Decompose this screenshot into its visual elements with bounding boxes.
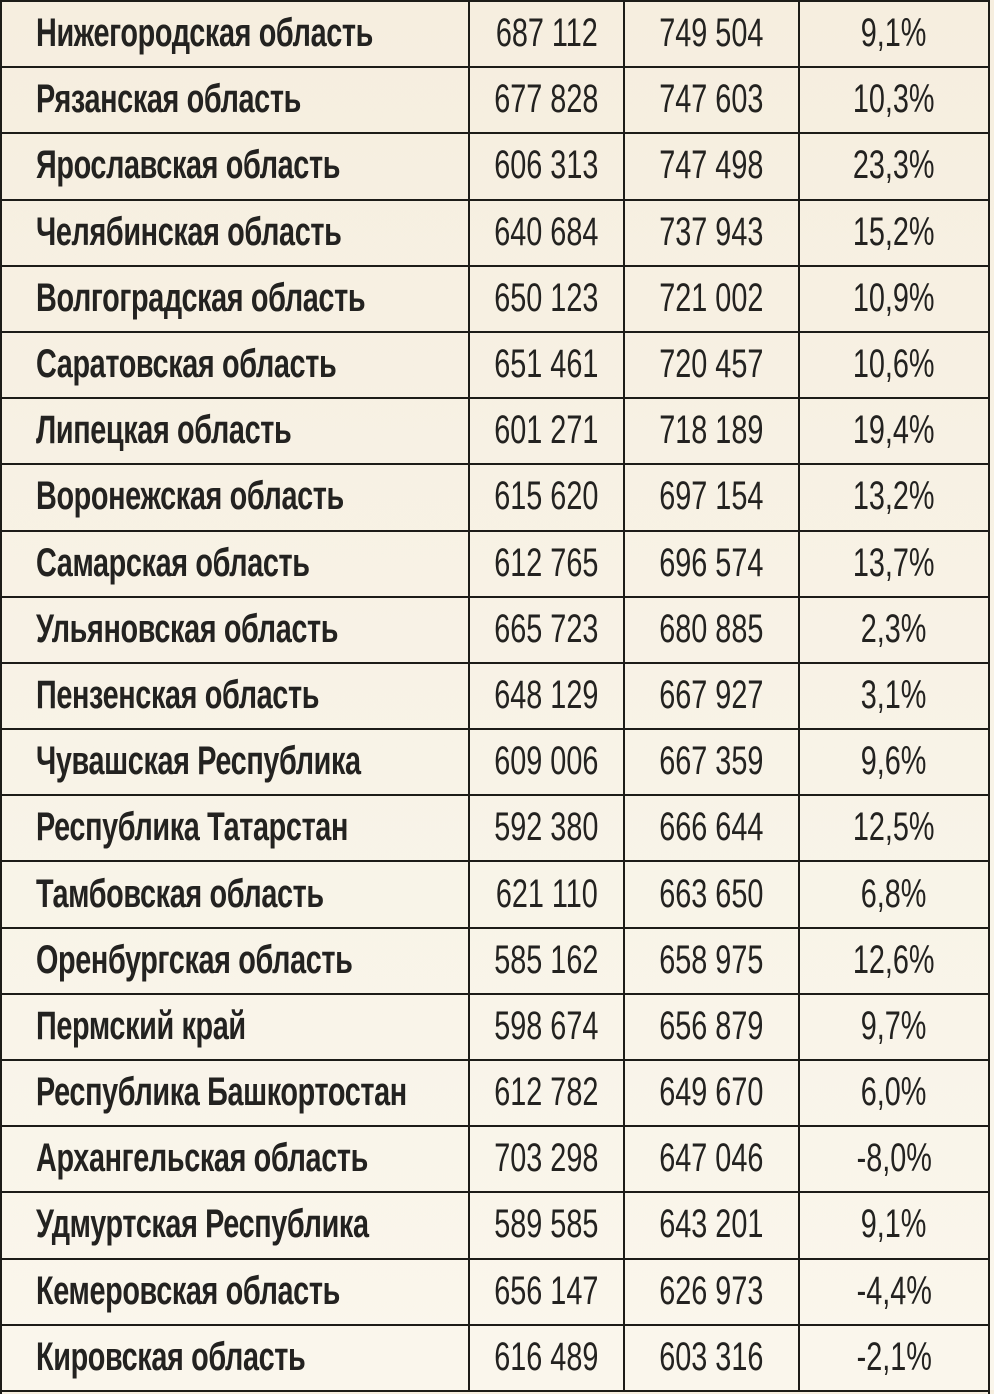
region-name: Оренбургская область: [36, 937, 353, 982]
percent-change: 9,7%: [861, 1003, 927, 1048]
percent-cell: [800, 862, 988, 926]
table-row: [2, 2, 988, 68]
value2: 667 927: [659, 672, 764, 717]
table-row: [2, 598, 988, 664]
value1-cell: [470, 796, 625, 860]
value2: 747 603: [659, 77, 764, 122]
percent-cell: [800, 730, 988, 794]
value2-cell: [625, 862, 800, 926]
region-cell: [2, 2, 470, 66]
percent-cell: [800, 465, 988, 529]
percent-change: 15,2%: [853, 209, 935, 254]
region-cell: [2, 598, 470, 662]
percent-cell: [800, 929, 988, 993]
region-cell: [2, 796, 470, 860]
value2: 667 359: [659, 739, 764, 784]
percent-cell: [800, 399, 988, 463]
percent-change: 9,6%: [861, 739, 927, 784]
value1-cell: [470, 1260, 625, 1324]
value1-cell: [470, 134, 625, 198]
table-row: [2, 1127, 988, 1193]
value2: 603 316: [659, 1334, 764, 1379]
value2: 649 670: [659, 1070, 764, 1115]
table-row: [2, 465, 988, 531]
percent-change: 10,6%: [853, 342, 935, 387]
percent-cell: [800, 796, 988, 860]
value1: 648 129: [494, 672, 599, 717]
value2: 658 975: [659, 937, 764, 982]
value2: 647 046: [659, 1136, 764, 1181]
percent-change: 12,6%: [853, 937, 935, 982]
percent-change: 2,3%: [861, 606, 927, 651]
percent-change: 10,3%: [853, 77, 935, 122]
value2: 626 973: [659, 1268, 764, 1313]
value1-cell: [470, 2, 625, 66]
value1-cell: [470, 201, 625, 265]
percent-cell: [800, 1061, 988, 1125]
table-row: [2, 929, 988, 995]
region-cell: [2, 1260, 470, 1324]
region-name: Саратовская область: [36, 342, 337, 387]
region-cell: [2, 333, 470, 397]
value1: 592 380: [494, 805, 599, 850]
value2: 721 002: [659, 275, 764, 320]
table-row: [2, 267, 988, 333]
region-cell: [2, 532, 470, 596]
percent-change: 12,5%: [853, 805, 935, 850]
region-name: Кемеровская область: [36, 1268, 340, 1313]
value2: 656 879: [659, 1003, 764, 1048]
percent-change: 13,2%: [853, 474, 935, 519]
table-row: [2, 1260, 988, 1326]
value2-cell: [625, 68, 800, 132]
value1-cell: [470, 1326, 625, 1390]
percent-cell: [800, 134, 988, 198]
value1: 589 585: [494, 1202, 599, 1247]
region-name: Челябинская область: [36, 209, 342, 254]
value2: 697 154: [659, 474, 764, 519]
value2-cell: [625, 1326, 800, 1390]
percent-cell: [800, 532, 988, 596]
value1-cell: [470, 267, 625, 331]
value1-cell: [470, 995, 625, 1059]
region-name: Рязанская область: [36, 77, 301, 122]
table-row: [2, 730, 988, 796]
percent-cell: [800, 1326, 988, 1390]
value2: 663 650: [659, 871, 764, 916]
region-name: Ульяновская область: [36, 606, 339, 651]
value2-cell: [625, 1127, 800, 1191]
percent-change: 9,1%: [861, 1202, 927, 1247]
value1: 621 110: [495, 871, 598, 916]
percent-change: 9,1%: [861, 11, 927, 56]
value1-cell: [470, 465, 625, 529]
percent-cell: [800, 664, 988, 728]
value2: 696 574: [659, 540, 764, 585]
value1: 615 620: [494, 474, 599, 519]
value1-cell: [470, 532, 625, 596]
value1-cell: [470, 1061, 625, 1125]
region-name: Чувашская Республика: [36, 739, 361, 784]
value2: 718 189: [659, 408, 764, 453]
region-cell: [2, 465, 470, 529]
value1-cell: [470, 598, 625, 662]
value1: 650 123: [494, 275, 599, 320]
region-cell: [2, 929, 470, 993]
region-name: Тамбовская область: [36, 871, 324, 916]
percent-change: 13,7%: [853, 540, 935, 585]
value1: 585 162: [494, 937, 599, 982]
percent-change: 10,9%: [853, 275, 935, 320]
value2-cell: [625, 929, 800, 993]
region-cell: [2, 201, 470, 265]
value1: 665 723: [494, 606, 599, 651]
value2-cell: [625, 201, 800, 265]
value2-cell: [625, 1193, 800, 1257]
table-row: [2, 862, 988, 928]
value1-cell: [470, 929, 625, 993]
percent-change: 6,0%: [861, 1070, 927, 1115]
value1-cell: [470, 399, 625, 463]
percent-change: 6,8%: [861, 871, 927, 916]
region-cell: [2, 664, 470, 728]
value2: 737 943: [659, 209, 764, 254]
percent-change: 23,3%: [853, 143, 935, 188]
region-cell: [2, 267, 470, 331]
percent-cell: [800, 68, 988, 132]
percent-cell: [800, 201, 988, 265]
region-name: Нижегородская область: [36, 11, 373, 56]
value2-cell: [625, 2, 800, 66]
table-row: [2, 664, 988, 730]
region-cell: [2, 1127, 470, 1191]
region-cell: [2, 995, 470, 1059]
table-row: [2, 134, 988, 200]
value1: 601 271: [494, 408, 599, 453]
value1-cell: [470, 68, 625, 132]
value1: 612 765: [494, 540, 599, 585]
value1: 687 112: [495, 11, 598, 56]
region-cell: [2, 730, 470, 794]
value1: 606 313: [494, 143, 599, 188]
value2-cell: [625, 267, 800, 331]
percent-cell: [800, 995, 988, 1059]
value2: 720 457: [659, 342, 764, 387]
value2-cell: [625, 134, 800, 198]
percent-cell: [800, 1127, 988, 1191]
value2-cell: [625, 333, 800, 397]
percent-change: 3,1%: [861, 672, 927, 717]
region-cell: [2, 1193, 470, 1257]
table-row: [2, 796, 988, 862]
percent-change: 19,4%: [853, 408, 935, 453]
table-row: [2, 333, 988, 399]
value2-cell: [625, 796, 800, 860]
value2-cell: [625, 399, 800, 463]
region-name: Пензенская область: [36, 672, 320, 717]
percent-cell: [800, 1193, 988, 1257]
region-name: Липецкая область: [36, 408, 292, 453]
region-cell: [2, 1326, 470, 1390]
table-row: [2, 201, 988, 267]
region-name: Пермский край: [36, 1003, 246, 1048]
value1-cell: [470, 862, 625, 926]
value1: 616 489: [494, 1334, 599, 1379]
value1-cell: [470, 333, 625, 397]
value2-cell: [625, 664, 800, 728]
value2: 643 201: [659, 1202, 764, 1247]
percent-cell: [800, 598, 988, 662]
region-name: Воронежская область: [36, 474, 344, 519]
percent-cell: [800, 1260, 988, 1324]
value2: 747 498: [659, 143, 764, 188]
table-row: [2, 68, 988, 134]
value1: 598 674: [494, 1003, 599, 1048]
value2-cell: [625, 995, 800, 1059]
percent-change: -8,0%: [856, 1136, 932, 1181]
value1: 609 006: [494, 739, 599, 784]
table-row: [2, 1326, 988, 1392]
region-name: Кировская область: [36, 1334, 306, 1379]
table-row: [2, 532, 988, 598]
value1: 651 461: [494, 342, 599, 387]
table-row: [2, 399, 988, 465]
value1: 640 684: [494, 209, 599, 254]
percent-cell: [800, 333, 988, 397]
region-name: Республика Татарстан: [36, 805, 349, 850]
region-name: Удмуртская Республика: [36, 1202, 369, 1247]
region-name: Республика Башкортостан: [36, 1070, 407, 1115]
percent-change: -2,1%: [856, 1334, 932, 1379]
value1: 656 147: [494, 1268, 599, 1313]
region-cell: [2, 862, 470, 926]
region-cell: [2, 399, 470, 463]
percent-cell: [800, 267, 988, 331]
region-name: Самарская область: [36, 540, 310, 585]
value2-cell: [625, 598, 800, 662]
region-name: Волгоградская область: [36, 275, 366, 320]
value1-cell: [470, 1127, 625, 1191]
region-name: Архангельская область: [36, 1136, 368, 1181]
value2: 680 885: [659, 606, 764, 651]
value1: 612 782: [494, 1070, 599, 1115]
value2-cell: [625, 465, 800, 529]
table-row: [2, 1061, 988, 1127]
region-cell: [2, 1061, 470, 1125]
value2-cell: [625, 532, 800, 596]
value2-cell: [625, 1061, 800, 1125]
table-row: [2, 1193, 988, 1259]
value2: 749 504: [659, 11, 764, 56]
value1-cell: [470, 730, 625, 794]
value2-cell: [625, 1260, 800, 1324]
value1-cell: [470, 1193, 625, 1257]
region-cell: [2, 68, 470, 132]
region-name: Ярославская область: [36, 143, 341, 188]
table-row: [2, 995, 988, 1061]
value1-cell: [470, 664, 625, 728]
value2-cell: [625, 730, 800, 794]
value1: 677 828: [494, 77, 599, 122]
value1: 703 298: [494, 1136, 599, 1181]
percent-change: -4,4%: [856, 1268, 932, 1313]
region-cell: [2, 134, 470, 198]
value2: 666 644: [659, 805, 764, 850]
percent-cell: [800, 2, 988, 66]
